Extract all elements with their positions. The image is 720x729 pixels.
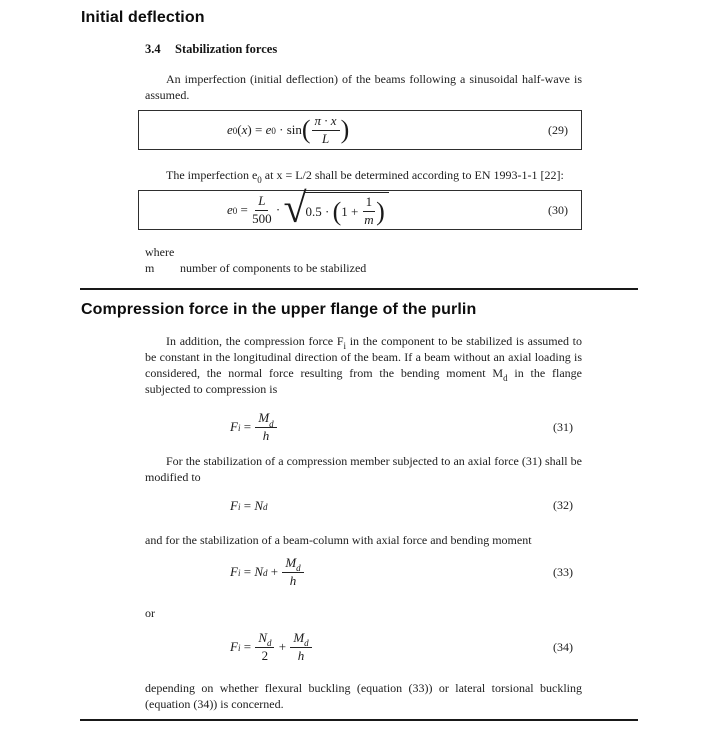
equation-31: F $_i$ = $\frac{M_d}{h}$: [230, 411, 278, 444]
fraction: $\frac{N_d}{2}$: [255, 631, 274, 664]
fraction: $\frac{1}{m}$: [364, 194, 374, 227]
section-content-bottom: [145, 333, 582, 712]
bottom-divider: [80, 719, 638, 721]
paragraph-compression-force: In addition, the compression force $F_i$ in the component to be stabilized is assumed to be constant in the longitudinal direction of the beam. If a beam without an axial loading is considered, the normal force resulting from the bending moment $M_d$ in the flange subjected to compression is: [145, 334, 582, 396]
fraction: $\frac{M_d}{h}$: [290, 631, 311, 664]
equation-number-29: (29): [548, 122, 568, 137]
section-number: 3.4: [145, 42, 161, 56]
equation-box-30: [138, 186, 582, 232]
fraction: $\frac{M_d}{h}$: [282, 556, 303, 589]
equation-29: e $_0$ ( x ) = e $_0$ · sin ( $\frac{\pi \cdot x}{L}$ ): [227, 112, 350, 146]
section-content-top: [145, 42, 582, 276]
symbol-m: m: [145, 261, 155, 275]
equation-number-33: (33): [553, 564, 573, 579]
fraction: $\frac{\pi \cdot x}{L}$: [312, 114, 340, 147]
equation-row-31: [145, 411, 582, 444]
square-root: √ 0.5 · ( 1 + $\frac{1}{m}$ ): [283, 192, 388, 228]
equation-32: F $_i$ = N $_d$: [230, 497, 268, 513]
section-heading: [145, 42, 582, 57]
equation-row-33: [145, 556, 582, 589]
where-label: where: [145, 245, 175, 259]
equation-number-30: (30): [548, 202, 568, 217]
equation-30: e $_0$ = $\frac{L}{500}$ · √ 0.5 · ( 1 + $\frac{1}{m}$ ): [227, 192, 389, 228]
equation-number-32: (32): [553, 498, 573, 513]
section-divider: [80, 288, 638, 290]
equation-34: F $_i$ = $\frac{N_d}{2}$ + $\frac{M_d}{h}$: [230, 631, 313, 664]
page-title: Initial deflection: [81, 9, 205, 26]
paragraph-buckling: depending on whether flexural buckling (equation (33)) or lateral torsional buckling (equation (34)) is concerned.: [145, 680, 582, 711]
paragraph-or: or: [145, 605, 155, 620]
where-definition: [145, 260, 582, 276]
equation-number-34: (34): [553, 639, 573, 654]
where-block: [145, 244, 582, 276]
equation-number-31: (31): [553, 419, 573, 434]
paragraph-modified: For the stabilization of a compression member subjected to an axial force (31) shall be modified to: [145, 453, 582, 484]
equation-box-29: [138, 110, 582, 150]
fraction: $\frac{L}{500}$: [252, 192, 272, 226]
equation-row-32: [145, 498, 582, 514]
paragraph-beam-column: and for the stabilization of a beam-column with axial force and bending moment: [145, 532, 532, 547]
section-title-compression: Compression force in the upper flange of the purlin: [81, 301, 477, 318]
equation-row-34: [145, 631, 582, 664]
symbol-m-description: number of components to be stabilized: [180, 261, 367, 275]
fraction: $\frac{M_d}{h}$: [255, 411, 276, 444]
paragraph-en1993: The imperfection $e_0$ at x = L/2 shall be determined according to EN 1993-1-1 [22]:: [166, 168, 564, 186]
equation-33: F $_i$ = N $_d$ + $\frac{M_d}{h}$: [230, 556, 305, 589]
section-title: Stabilization forces: [175, 42, 278, 56]
paragraph-imperfection: An imperfection (initial deflection) of the beams following a sinusoidal half-wave is assumed.: [145, 72, 582, 102]
